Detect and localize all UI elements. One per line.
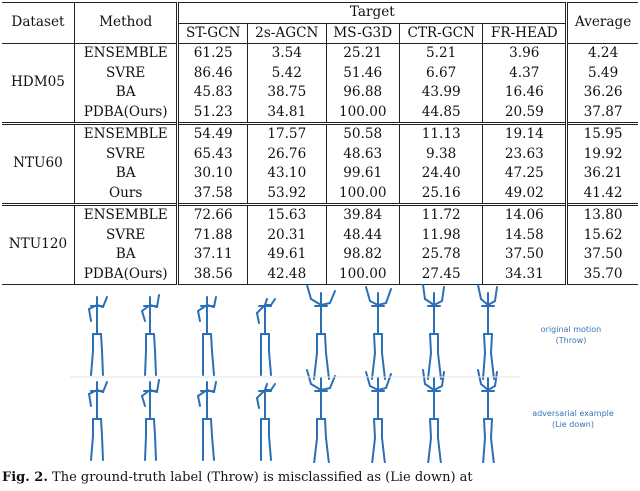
value-cell: 3.96 [483,44,567,64]
value-cell: 98.82 [326,245,399,265]
value-cell: 5.42 [248,64,327,84]
value-cell: 14.06 [483,205,567,226]
average-cell: 37.87 [567,103,638,124]
header-target-0: ST-GCN [178,23,248,44]
value-cell: 39.84 [326,205,399,226]
table-row [2,205,638,226]
value-cell: 25.16 [399,184,482,205]
skeleton-adversarial-0 [89,382,107,460]
caption-prefix: Fig. 2. [2,470,48,485]
value-cell: 19.14 [483,124,567,145]
value-cell: 16.46 [483,83,567,103]
table-row [2,145,638,165]
value-cell: 34.31 [483,265,567,285]
value-cell: 17.57 [248,124,327,145]
value-cell: 37.11 [178,245,248,265]
results-table [2,2,638,285]
value-cell: 48.44 [326,226,399,246]
value-cell: 20.59 [483,103,567,124]
method-cell: ENSEMBLE [74,124,178,145]
average-cell: 13.80 [567,205,638,226]
table-row [2,226,638,246]
value-cell: 11.72 [399,205,482,226]
table-row [2,64,638,84]
header-method: Method [74,3,178,44]
value-cell: 9.38 [399,145,482,165]
value-cell: 37.58 [178,184,248,205]
method-cell: PDBA(Ours) [74,103,178,124]
value-cell: 15.63 [248,205,327,226]
value-cell: 49.61 [248,245,327,265]
value-cell: 71.88 [178,226,248,246]
skeleton-figure-svg [0,283,640,463]
value-cell: 11.13 [399,124,482,145]
value-cell: 53.92 [248,184,327,205]
value-cell: 20.31 [248,226,327,246]
dataset-cell: NTU120 [8,236,68,253]
skeleton-adversarial-2 [198,382,216,460]
method-cell: ENSEMBLE [74,44,178,64]
value-cell: 61.25 [178,44,248,64]
skeleton-original-7 [478,285,497,379]
average-cell: 15.95 [567,124,638,145]
skeleton-original-3 [257,299,275,375]
table-row [2,124,638,145]
skeleton-original-2 [198,297,216,375]
header-target-3: CTR-GCN [399,23,482,44]
value-cell: 23.63 [483,145,567,165]
method-cell: BA [74,83,178,103]
value-cell: 38.75 [248,83,327,103]
value-cell: 44.85 [399,103,482,124]
average-cell: 36.21 [567,164,638,184]
method-cell: BA [74,164,178,184]
header-dataset: Dataset [2,3,74,44]
header-target-4: FR-HEAD [483,23,567,44]
value-cell: 43.10 [248,164,327,184]
skeleton-adversarial-7 [478,370,497,463]
value-cell: 42.48 [248,265,327,285]
label-adversarial-class: (Lie down) [552,420,594,429]
value-cell: 4.37 [483,64,567,84]
skeleton-adversarial-4 [307,370,335,463]
value-cell: 100.00 [326,265,399,285]
value-cell: 5.21 [399,44,482,64]
header-target: Target [178,3,567,24]
value-cell: 6.67 [399,64,482,84]
value-cell: 72.66 [178,205,248,226]
average-cell: 5.49 [567,64,638,84]
value-cell: 43.99 [399,83,482,103]
value-cell: 25.21 [326,44,399,64]
value-cell: 25.78 [399,245,482,265]
table-row [2,164,638,184]
label-adversarial-example [518,408,628,430]
skeleton-adversarial-6 [423,370,444,463]
value-cell: 45.83 [178,83,248,103]
header-target-1: 2s-AGCN [248,23,327,44]
method-cell: Ours [74,184,178,205]
value-cell: 47.25 [483,164,567,184]
value-cell: 51.23 [178,103,248,124]
method-cell: SVRE [74,226,178,246]
value-cell: 30.10 [178,164,248,184]
skeleton-adversarial-3 [257,384,275,460]
skeleton-original-4 [307,285,335,379]
method-cell: ENSEMBLE [74,205,178,226]
value-cell: 49.02 [483,184,567,205]
value-cell: 34.81 [248,103,327,124]
value-cell: 54.49 [178,124,248,145]
value-cell: 3.54 [248,44,327,64]
method-cell: PDBA(Ours) [74,265,178,285]
value-cell: 38.56 [178,265,248,285]
figure-caption [2,470,640,485]
label-adversarial-text: adversarial example [532,409,614,418]
header-target-2: MS-G3D [326,23,399,44]
value-cell: 100.00 [326,184,399,205]
value-cell: 86.46 [178,64,248,84]
results-body [2,44,638,285]
value-cell: 65.43 [178,145,248,165]
value-cell: 37.50 [483,245,567,265]
method-cell: SVRE [74,64,178,84]
table-row [2,44,638,64]
average-cell: 36.26 [567,83,638,103]
skeleton-figure [0,283,640,463]
value-cell: 26.76 [248,145,327,165]
caption-text: The ground-truth label (Throw) is misclassified as (Lie down) at [52,470,473,485]
table-row [2,83,638,103]
table-row [2,265,638,285]
table-row [2,184,638,205]
average-cell: 41.42 [567,184,638,205]
dataset-cell: NTU60 [13,155,63,172]
skeleton-original-0 [89,297,107,375]
value-cell: 100.00 [326,103,399,124]
value-cell: 51.46 [326,64,399,84]
dataset-cell: HDM05 [10,74,65,91]
method-cell: BA [74,245,178,265]
average-cell: 37.50 [567,245,638,265]
label-original-motion-class: (Throw) [555,336,587,345]
skeleton-adversarial-1 [142,380,159,460]
average-cell: 4.24 [567,44,638,64]
value-cell: 96.88 [326,83,399,103]
skeleton-original-6 [423,285,444,379]
table-row [2,103,638,124]
skeleton-original-1 [142,295,159,375]
method-cell: SVRE [74,145,178,165]
value-cell: 50.58 [326,124,399,145]
skeleton-adversarial-5 [366,372,391,463]
value-cell: 27.45 [399,265,482,285]
header-average: Average [567,3,638,44]
average-cell: 19.92 [567,145,638,165]
value-cell: 14.58 [483,226,567,246]
average-cell: 15.62 [567,226,638,246]
value-cell: 11.98 [399,226,482,246]
table-row [2,245,638,265]
average-cell: 35.70 [567,265,638,285]
skeleton-original-5 [366,287,391,379]
value-cell: 99.61 [326,164,399,184]
label-original-motion [521,324,621,346]
value-cell: 48.63 [326,145,399,165]
value-cell: 24.40 [399,164,482,184]
label-original-motion-text: original motion [540,325,602,334]
